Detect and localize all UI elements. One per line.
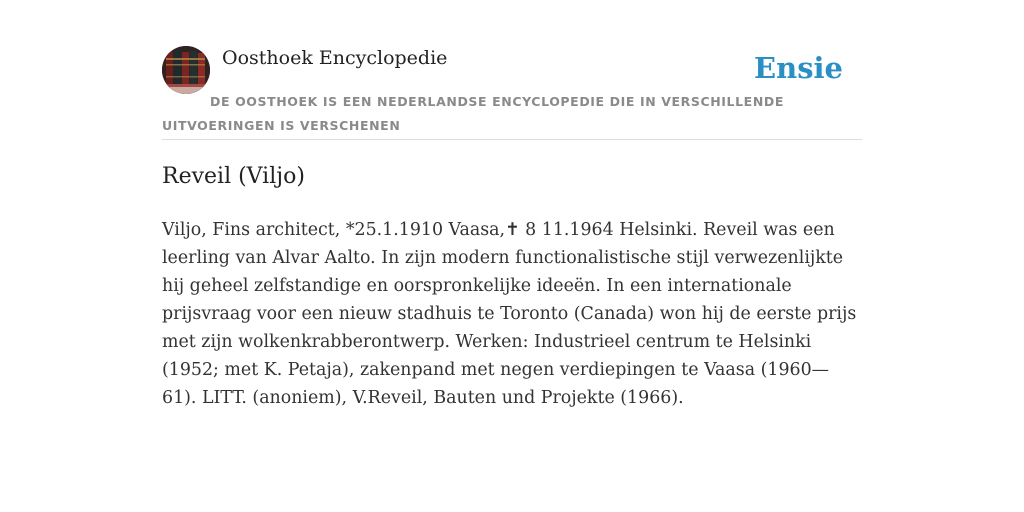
brand-logo[interactable]: Ensie [754, 51, 843, 85]
encyclopedia-books-icon [162, 46, 210, 94]
avatar[interactable] [162, 46, 210, 94]
article-title: Reveil (Viljo) [162, 164, 305, 189]
site-tagline: DE OOSTHOEK IS EEN NEDERLANDSE ENCYCLOPEDIE DIE IN VERSCHILLENDE UITVOERINGEN IS VERSCHENEN [162, 94, 784, 133]
site-name[interactable]: Oosthoek Encyclopedie [222, 47, 448, 69]
site-header [162, 46, 862, 140]
article-body: Viljo, Fins architect, *25.1.1910 Vaasa,✝ 8 11.1964 Helsinki. Reveil was een leerling van Alvar Aalto. In zijn modern functionalistische stijl verwezenlijkte hij geheel zelfstandige en oorspronkelijke ideeën. In een internationale prijsvraag voor een nieuw stadhuis te Toronto (Canada) won hij de eerste prijs met zijn wolkenkrabberontwerp. Werken: Industrieel centrum te Helsinki (1952; met K. Petaja), zakenpand met negen verdiepingen te Vaasa (1960—61). LITT. (anoniem), V.Reveil, Bauten und Projekte (1966). [162, 220, 857, 408]
